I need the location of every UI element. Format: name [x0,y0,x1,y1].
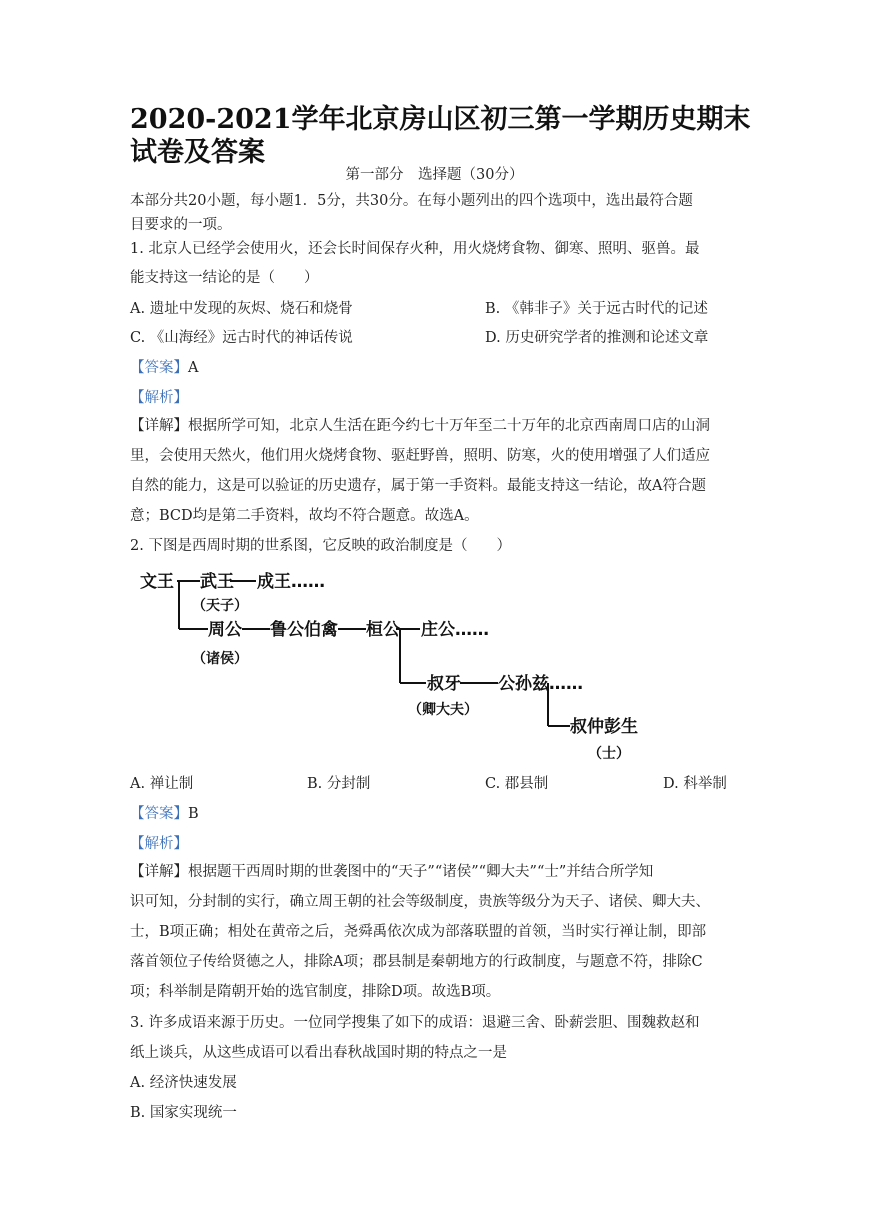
q2-stem: 2. 下图是西周时期的世系图，它反映的政治制度是（ ） [130,538,511,554]
label-shi: （士） [588,746,630,762]
answer-value: B [188,806,199,822]
intro-line-2: 目要求的一项。 [130,217,232,233]
node-zhougong: 周公 [208,620,242,640]
q2-answer [130,802,199,823]
q2-detail-line-3: 士，B项正确；相处在黄帝之后，尧舜禹依次成为部落联盟的首领，当时实行禅让制，即部 [130,924,707,940]
label-tianzi: （天子） [192,598,248,614]
node-shujian: 叔仲彭生 [570,717,638,737]
node-zhuanggong: 庄公…… [421,620,489,640]
analysis-tag: 【解析】 [130,836,188,852]
q2-detail-line-1 [130,860,653,881]
q3-option-b: B. 国家实现统一 [130,1105,237,1121]
intro-line-1: 本部分共20小题，每小题1．5分，共30分。在每小题列出的四个选项中，选出最符合题 [130,193,693,209]
q1-option-a: A. 遗址中发现的灰烬、烧石和烧骨 [130,301,353,317]
node-wuwang: 武王 [200,572,234,592]
node-gongsun: 公孙兹…… [498,674,583,694]
q2-option-b: B. 分封制 [307,776,371,792]
node-shuya: 叔牙 [427,674,461,694]
q1-stem-line-2: 能支持这一结论的是（ ） [130,270,319,286]
q1-answer [130,356,198,377]
detail-text: 根据题干西周时期的世袭图中的“天子”“诸侯”“卿大夫”“士”并结合所学知 [188,864,654,880]
q1-analysis-tag [130,386,188,407]
q1-detail-line-1 [130,414,710,435]
answer-tag: 【答案】 [130,806,188,822]
q1-stem-line-1: 1. 北京人已经学会使用火，还会长时间保存火种，用火烧烤食物、御寒、照明、驱兽。最 [130,241,700,257]
answer-tag: 【答案】 [130,360,188,376]
page-title: 2020-2021学年北京房山区初三第一学期历史期末试卷及答案 [130,104,751,168]
q2-detail-line-2: 识可知，分封制的实行，确立周王朝的社会等级制度，贵族等级分为天子、诸侯、卿大夫、 [130,894,710,910]
q2-option-d: D. 科举制 [663,776,727,792]
q3-stem-line-1: 3. 许多成语来源于历史。一位同学搜集了如下的成语：退避三舍、卧薪尝胆、围魏救赵和 [130,1015,700,1031]
detail-tag: 【详解】 [130,864,188,880]
q2-option-a: A. 禅让制 [130,776,194,792]
section-heading: 第一部分 选择题（30分） [345,167,524,183]
q2-detail-line-4: 落首领位子传给贤德之人，排除A项；郡县制是秦朝地方的行政制度，与题意不符，排除C [130,954,703,970]
node-huangong: 桓公 [366,620,400,640]
q2-detail-line-5: 项；科举制是隋朝开始的选官制度，排除D项。故选B项。 [130,984,501,1000]
label-zhuhou: （诸侯） [192,651,248,667]
answer-value: A [188,360,199,376]
q1-option-c: C. 《山海经》远古时代的神话传说 [130,330,353,346]
label-qingdafu: （卿大夫） [408,702,478,718]
node-chengwang: 成王…… [257,572,325,592]
detail-tag: 【详解】 [130,418,188,434]
q3-stem-line-2: 纸上谈兵，从这些成语可以看出春秋战国时期的特点之一是 [130,1045,507,1061]
q1-option-b: B. 《韩非子》关于远古时代的记述 [485,301,708,317]
node-wenwang: 文王 [140,572,174,592]
q3-option-a: A. 经济快速发展 [130,1075,237,1091]
q1-detail-line-2: 里，会使用天然火，他们用火烧烤食物、驱赶野兽，照明、防寒，火的使用增强了人们适应 [130,448,710,464]
q1-option-d: D. 历史研究学者的推测和论述文章 [485,330,709,346]
detail-text: 根据所学可知，北京人生活在距今约七十万年至二十万年的北京西南周口店的山洞 [188,418,710,434]
node-lugong: 鲁公伯禽 [270,620,338,640]
analysis-tag: 【解析】 [130,390,188,406]
q1-detail-line-4: 意；BCD均是第二手资料，故均不符合题意。故选A。 [130,508,479,524]
q1-detail-line-3: 自然的能力，这是可以验证的历史遗存，属于第一手资料。最能支持这一结论，故A符合题 [130,478,706,494]
q2-analysis-tag [130,832,188,853]
lineage-diagram [130,565,650,765]
q2-option-c: C. 郡县制 [485,776,549,792]
